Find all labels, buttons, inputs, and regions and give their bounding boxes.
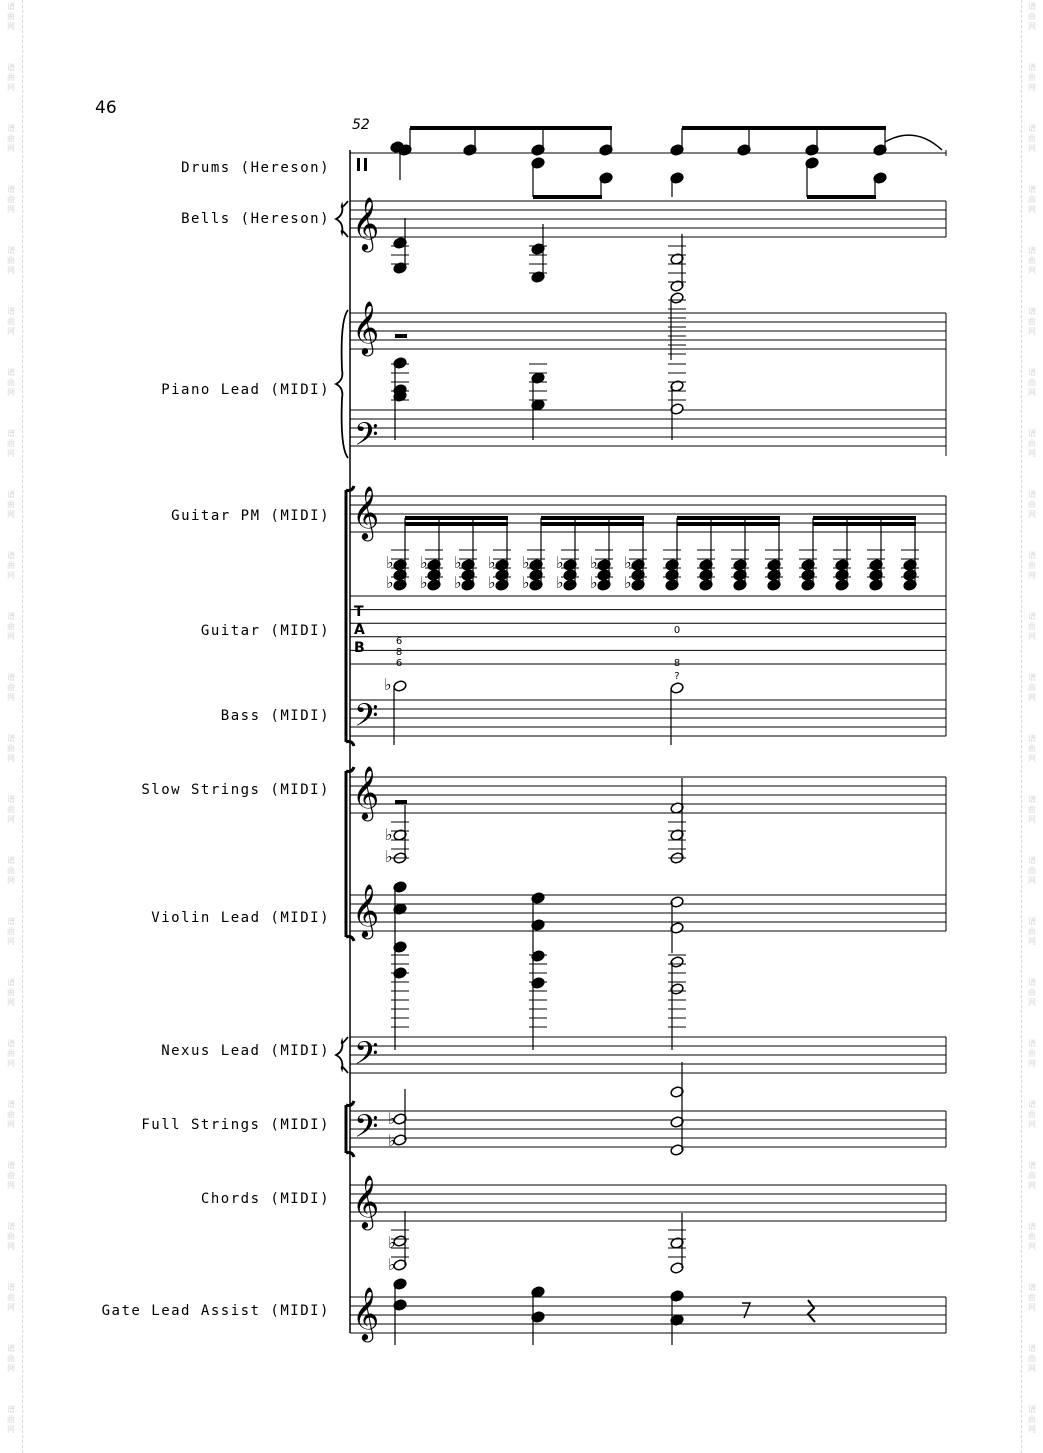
tie bbox=[885, 135, 942, 150]
watermark-glyphs: 谱曲网 bbox=[1028, 795, 1036, 824]
flat-icon: ♭ bbox=[522, 573, 530, 592]
watermark-glyphs: 谱曲网 bbox=[7, 2, 15, 31]
watermark-glyphs: 谱曲网 bbox=[1028, 185, 1036, 214]
watermark-glyphs: 谱曲网 bbox=[1028, 368, 1036, 397]
tab-bend-mark: ? bbox=[674, 671, 680, 682]
beam bbox=[682, 126, 886, 130]
watermark-glyphs: 谱曲网 bbox=[1028, 1039, 1036, 1068]
bass-clef-icon: 𝄢 bbox=[354, 1035, 379, 1079]
label-bass: Bass (MIDI) bbox=[220, 708, 330, 724]
tab-fret: 8 bbox=[673, 658, 681, 669]
label-guitar-pm: Guitar PM (MIDI) bbox=[171, 508, 330, 524]
beam bbox=[405, 522, 508, 526]
watermark-glyphs: 谱曲网 bbox=[1028, 1283, 1036, 1312]
flat-icon: ♭ bbox=[420, 573, 428, 592]
beam bbox=[533, 195, 602, 199]
beam bbox=[405, 516, 508, 520]
flat-icon: ♭ bbox=[386, 573, 394, 592]
treble-clef-icon: 𝄞 bbox=[352, 300, 380, 354]
flat-icon: ♭ bbox=[590, 553, 598, 572]
flat-icon: ♭ bbox=[624, 553, 632, 572]
watermark-glyphs: 谱曲网 bbox=[7, 368, 15, 397]
watermark-glyphs: 谱曲网 bbox=[7, 856, 15, 885]
watermark-glyphs: 谱曲网 bbox=[7, 185, 15, 214]
watermark-glyphs: 谱曲网 bbox=[7, 1222, 15, 1251]
watermark-glyphs: 谱曲网 bbox=[7, 307, 15, 336]
watermark-glyphs: 谱曲网 bbox=[7, 551, 15, 580]
page-number: 46 bbox=[95, 98, 117, 118]
tab-fret: 0 bbox=[673, 625, 681, 636]
tab-fret: 6 bbox=[395, 636, 403, 647]
flat-icon: ♭ bbox=[590, 573, 598, 592]
flat-icon: ♭ bbox=[388, 1255, 396, 1274]
beam bbox=[410, 126, 612, 130]
watermark-glyphs: 谱曲网 bbox=[7, 917, 15, 946]
label-full-strings: Full Strings (MIDI) bbox=[141, 1117, 330, 1133]
flat-icon: ♭ bbox=[420, 553, 428, 572]
watermark-glyphs: 谱曲网 bbox=[1028, 490, 1036, 519]
watermark-glyphs: 谱曲网 bbox=[1028, 1161, 1036, 1190]
watermark-glyphs: 谱曲网 bbox=[1028, 307, 1036, 336]
beam bbox=[541, 516, 644, 520]
flat-icon: ♭ bbox=[454, 553, 462, 572]
watermark-glyphs: 谱曲网 bbox=[1028, 124, 1036, 153]
flat-icon: ♭ bbox=[388, 1131, 396, 1150]
watermark-glyphs: 谱曲网 bbox=[7, 795, 15, 824]
staff-lines bbox=[350, 150, 946, 1333]
bass-clef-icon: 𝄢 bbox=[354, 416, 379, 460]
treble-clef-icon: 𝄞 bbox=[352, 1174, 380, 1228]
watermark-glyphs: 谱曲网 bbox=[7, 63, 15, 92]
tab-letter-b: B bbox=[354, 640, 365, 656]
percussion-clef-icon bbox=[364, 158, 367, 171]
beam bbox=[677, 516, 780, 520]
treble-clef-icon: 𝄞 bbox=[352, 765, 380, 819]
watermark-glyphs: 谱曲网 bbox=[1028, 612, 1036, 641]
watermark-glyphs: 谱曲网 bbox=[1028, 1222, 1036, 1251]
half-rest bbox=[395, 334, 407, 338]
half-rest bbox=[395, 800, 407, 804]
flat-icon: ♭ bbox=[454, 573, 462, 592]
watermark-glyphs: 谱曲网 bbox=[1028, 1344, 1036, 1373]
tab-fret: 6 bbox=[395, 658, 403, 669]
beam bbox=[541, 522, 644, 526]
flat-icon: ♭ bbox=[388, 1109, 396, 1128]
flat-icon: ♭ bbox=[488, 573, 496, 592]
half-note-head bbox=[393, 680, 407, 693]
quarter-rest-icon bbox=[808, 1300, 815, 1322]
watermark-glyphs: 谱曲网 bbox=[1028, 978, 1036, 1007]
watermark-glyphs: 谱曲网 bbox=[1028, 246, 1036, 275]
treble-clef-icon: 𝄞 bbox=[352, 883, 380, 937]
watermark-glyphs: 谱曲网 bbox=[1028, 856, 1036, 885]
watermark-glyphs: 谱曲网 bbox=[7, 1100, 15, 1129]
grand-staff-brace bbox=[336, 201, 348, 237]
grand-staff-brace bbox=[336, 310, 348, 458]
watermark-glyphs: 谱曲网 bbox=[1028, 1405, 1036, 1434]
watermark-glyphs: 谱曲网 bbox=[1028, 2, 1036, 31]
watermark-glyphs: 谱曲网 bbox=[7, 246, 15, 275]
label-nexus-lead: Nexus Lead (MIDI) bbox=[161, 1043, 330, 1059]
watermark-glyphs: 谱曲网 bbox=[7, 1344, 15, 1373]
watermark-glyphs: 谱曲网 bbox=[1028, 1100, 1036, 1129]
beam bbox=[813, 522, 916, 526]
watermark-glyphs: 谱曲网 bbox=[7, 490, 15, 519]
flat-icon: ♭ bbox=[385, 825, 393, 844]
label-chords: Chords (MIDI) bbox=[200, 1191, 330, 1207]
percussion-clef-icon bbox=[357, 158, 360, 171]
flat-icon: ♭ bbox=[385, 847, 393, 866]
label-slow-strings: Slow Strings (MIDI) bbox=[141, 782, 330, 798]
half-note-head bbox=[670, 682, 684, 695]
watermark-glyphs: 谱曲网 bbox=[7, 1161, 15, 1190]
flat-icon: ♭ bbox=[624, 573, 632, 592]
beam bbox=[807, 195, 876, 199]
watermark-glyphs: 谱曲网 bbox=[1028, 917, 1036, 946]
half-note-head bbox=[670, 292, 684, 305]
watermark-glyphs: 谱曲网 bbox=[7, 1039, 15, 1068]
label-piano-lead: Piano Lead (MIDI) bbox=[161, 382, 330, 398]
watermark-glyphs: 谱曲网 bbox=[7, 612, 15, 641]
flat-icon: ♭ bbox=[388, 1233, 396, 1252]
flat-icon: ♭ bbox=[386, 553, 394, 572]
flat-icon: ♭ bbox=[522, 553, 530, 572]
label-gate-lead-assist: Gate Lead Assist (MIDI) bbox=[101, 1303, 330, 1319]
eighth-rest-icon bbox=[742, 1303, 750, 1318]
label-violin-lead: Violin Lead (MIDI) bbox=[151, 910, 330, 926]
watermark-glyphs: 谱曲网 bbox=[7, 1283, 15, 1312]
watermark-glyphs: 谱曲网 bbox=[7, 734, 15, 763]
watermark-glyphs: 谱曲网 bbox=[1028, 551, 1036, 580]
tab-fret: 8 bbox=[395, 647, 403, 658]
bass-clef-icon: 𝄢 bbox=[354, 697, 379, 741]
watermark-glyphs: 谱曲网 bbox=[7, 1405, 15, 1434]
watermark-glyphs: 谱曲网 bbox=[1028, 734, 1036, 763]
beam bbox=[677, 522, 780, 526]
tab-letter-a: A bbox=[354, 622, 365, 638]
beam bbox=[813, 516, 916, 520]
watermark-glyphs: 谱曲网 bbox=[1028, 429, 1036, 458]
watermark-glyphs: 谱曲网 bbox=[7, 429, 15, 458]
flat-icon: ♭ bbox=[488, 553, 496, 572]
watermark-glyphs: 谱曲网 bbox=[7, 978, 15, 1007]
tablature bbox=[354, 604, 680, 682]
clefs bbox=[352, 158, 379, 1342]
label-guitar: Guitar (MIDI) bbox=[200, 623, 330, 639]
watermark-glyphs: 谱曲网 bbox=[7, 124, 15, 153]
tab-letter-t: T bbox=[354, 604, 364, 620]
watermark-glyphs: 谱曲网 bbox=[7, 673, 15, 702]
watermark-glyphs: 谱曲网 bbox=[1028, 673, 1036, 702]
measure-number: 52 bbox=[352, 117, 370, 133]
treble-clef-icon: 𝄞 bbox=[352, 1286, 380, 1340]
label-drums: Drums (Hereson) bbox=[181, 160, 330, 176]
flat-icon: ♭ bbox=[384, 675, 392, 694]
flat-icon: ♭ bbox=[556, 553, 564, 572]
treble-clef-icon: 𝄞 bbox=[352, 196, 380, 250]
bass-clef-icon: 𝄢 bbox=[354, 1108, 379, 1152]
grand-staff-brace bbox=[336, 1037, 348, 1073]
treble-clef-icon: 𝄞 bbox=[352, 485, 380, 539]
flat-icon: ♭ bbox=[556, 573, 564, 592]
label-bells: Bells (Hereson) bbox=[181, 211, 330, 227]
watermark-glyphs: 谱曲网 bbox=[1028, 63, 1036, 92]
